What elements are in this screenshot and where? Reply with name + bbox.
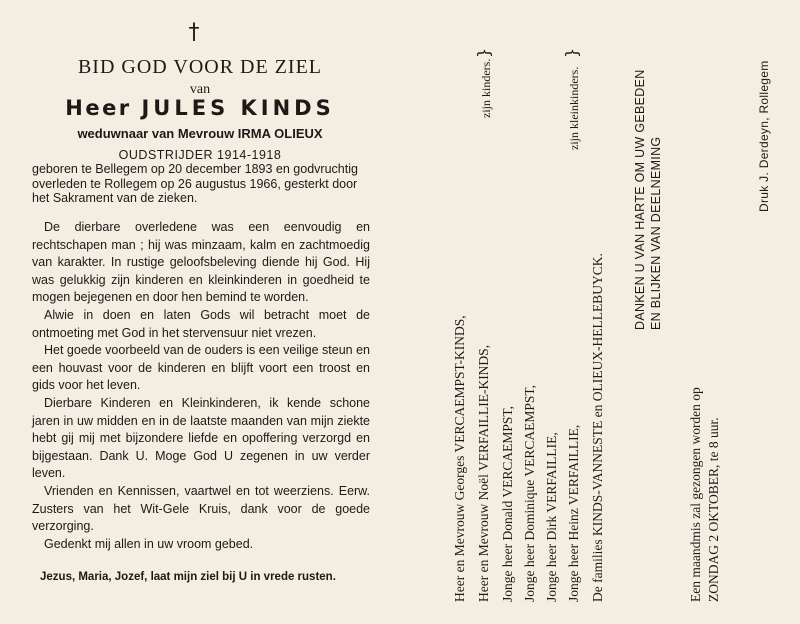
family-line: Heer en Mevrouw Georges VERCAEMPST-KINDS, <box>452 315 467 602</box>
eulogy-text <box>32 219 370 553</box>
paragraph: Het goede voorbeeld van de ouders is een veilige steun en een houvast voor de kinderen en blijft voort een troost en gids voor het leven. <box>32 343 370 393</box>
cross-icon: † <box>188 20 200 45</box>
mass-line: Een maandmis zal gezongen worden op <box>688 387 703 602</box>
veteran-line: OUDSTRIJDER 1914-1918 <box>118 148 282 162</box>
name-prefix: Heer <box>65 96 132 120</box>
family-line: Jonge heer Dominique VERCAEMPST, <box>522 385 537 602</box>
paragraph: Vrienden en Kennissen, vaartwel en tot weerziens. Eerw. Zusters van het Wit-Gele Kruis, dank voor de goede verzorging. <box>32 483 370 534</box>
family-line: Jonge heer Heinz VERFAILLIE, <box>566 424 581 602</box>
grandchildren-label: zijn kleinkinders. <box>567 66 581 150</box>
thanks-line: EN BLIJKEN VAN DEELNEMING <box>649 136 663 330</box>
name-text: JULES KINDS <box>141 96 335 120</box>
paragraph: Dierbare Kinderen en Kleinkinderen, ik kende schone jaren in uw midden en in de laatste maanden van mijn ziekte hebt gij mij met bijzondere liefde en opoffering verzorgd en bijgestaan. Dank U. Moge God U zegenen in uw verder leven. <box>32 395 370 481</box>
printer-credit: Druk J. Derdeyn, Rollegem <box>757 60 771 212</box>
widower-line: weduwnaar van Mevrouw IRMA OLIEUX <box>77 126 323 141</box>
mass-line: ZONDAG 2 OKTOBER, te 8 uur. <box>706 417 721 602</box>
card-title: BID GOD VOOR DE ZIEL <box>77 56 323 78</box>
family-line: Jonge heer Dirk VERFAILLIE, <box>544 432 559 602</box>
paragraph: De dierbare overledene was een eenvoudig en rechtschapen man ; hij was minzaam, kalm en zachtmoedig van karakter. In rustige geloofsbeleving diende hij God. Hij was gelukkig zijn kinderen en kleinkinderen in goedheid te mogen bejegenen en door hen bemind te worden. <box>32 220 370 305</box>
closing-prayer: Jezus, Maria, Jozef, laat mijn ziel bij U in vrede rusten. <box>40 571 336 583</box>
birth-death-text: geboren te Bellegem op 20 december 1893 en godvruchtig overleden te Rollegem op 26 augustus 1966, gesterkt door het Sakrament van de zieken. <box>32 162 358 205</box>
family-line: De families KINDS-VANNESTE en OLIEUX-HELLEBUYCK. <box>590 253 605 602</box>
paragraph: Gedenkt mij allen in uw vroom gebed. <box>44 536 254 551</box>
thanks-line: DANKEN U VAN HARTE OM UW GEBEDEN <box>633 69 647 330</box>
brace-icon: } <box>474 47 493 58</box>
paragraph: Alwie in doen en laten Gods wil betracht moet de ontmoeting met God in het stervensuur niet vrezen. <box>32 307 370 340</box>
brace-icon: } <box>562 47 581 58</box>
deceased-name <box>0 96 400 120</box>
van-label: van <box>189 82 211 97</box>
children-label: zijn kinders. <box>479 58 493 118</box>
family-line: Jonge heer Donald VERCAEMPST, <box>500 406 515 602</box>
family-line: Heer en Mevrouw Noël VERFAILLIE-KINDS, <box>476 344 491 602</box>
